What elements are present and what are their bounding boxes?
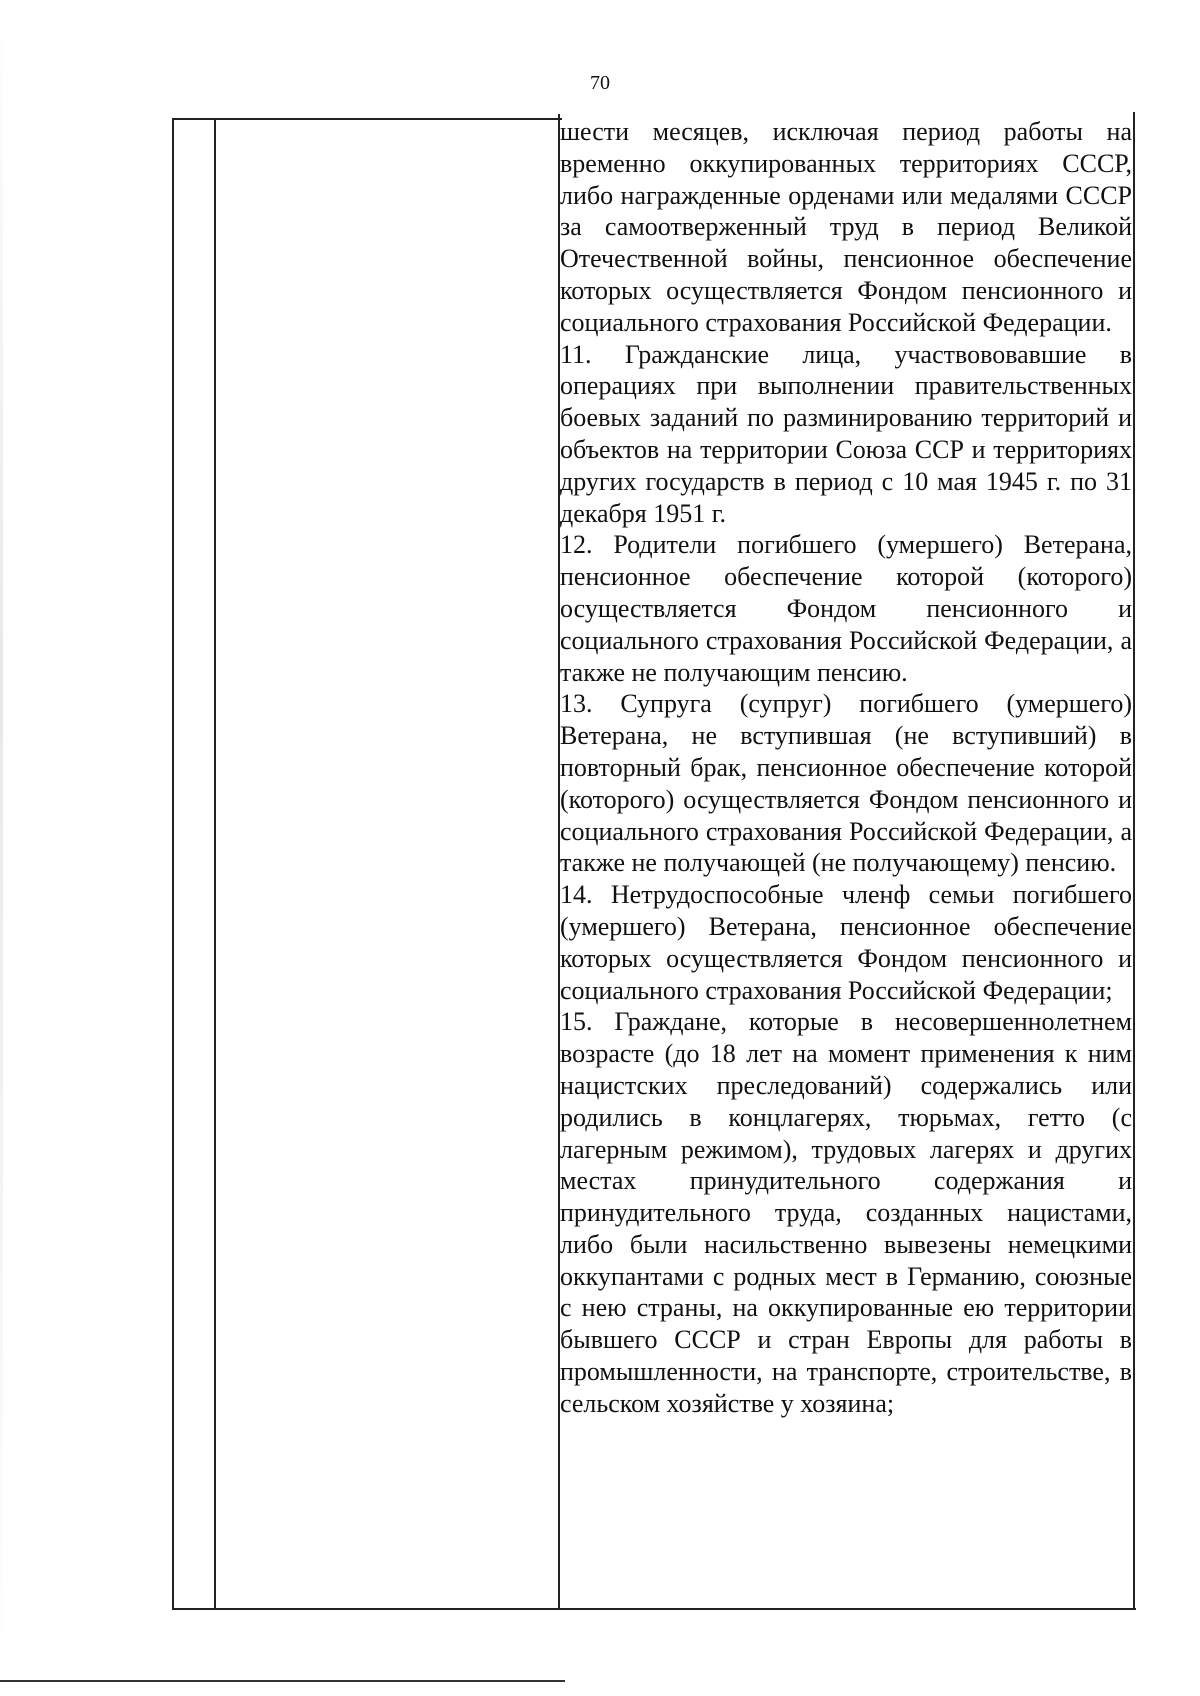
paragraph-item-11: 11. Гражданские лица, участвововавшие в операциях при выполнении правительственных боевых заданий по разминированию территорий и объектов на территории Союза ССР и территориях других государств в период с 10 мая 1945 г. по 31 декабря 1951 г. xyxy=(560,339,1132,528)
text-cell xyxy=(558,116,1134,1420)
paragraph-item-12: 12. Родители погибшего (умершего) Ветерана, пенсионное обеспечение которой (которого) осуществляется Фондом пенсионного и социального страхования Российской Федерации, а также не получающим пенсию. xyxy=(560,530,1132,687)
table-top-rule xyxy=(172,118,562,120)
paragraph-item-13: 13. Супруга (супруг) погибшего (умершего) Ветерана, не вступившая (не вступивший) в повторный брак, пенсионное обеспечение которой (которого) осуществляется Фондом пенсионного и социального страхования Российской Федерации, а также не получающей (не получающему) пенсию. xyxy=(560,689,1132,878)
paragraph-item-15: 15. Граждане, которые в несовершеннолетнем возрасте (до 18 лет на момент применения к ним нацистских преследований) содержались или родились в концлагерях, тюрьмах, гетто (с лагерным режимом), трудовых лагерях и других местах принудительного содержания и принудительного труда, созданных нацистами, либо были насильственно вывезены немецкими оккупантами с родных мест в Германию, союзные с нею страны, на оккупированные ею территории бывшего СССР и стран Европы для работы в промышленности, на транспорте, строительстве, в сельском хозяйстве у хозяина; xyxy=(560,1007,1132,1418)
bottom-rule xyxy=(0,1680,565,1682)
scan-edge-shadow xyxy=(0,0,3,1696)
page-number: 70 xyxy=(590,72,610,94)
paragraph-continuation: шести месяцев, исключая период работы на временно оккупированных территориях СССР, либо награжденные орденами или медалями СССР за самоотверженный труд в период Великой Отечественной войны, пенсионное обеспечение которых осуществляется Фондом пенсионного и социального страхования Российской Федерации. xyxy=(560,117,1132,337)
column-divider-1 xyxy=(214,118,216,1608)
paragraph-item-14: 14. Нетрудоспособные членф семьи погибшего (умершего) Ветерана, пенсионное обеспечение которых осуществляется Фондом пенсионного и социального страхования Российской Федерации; xyxy=(560,880,1132,1005)
